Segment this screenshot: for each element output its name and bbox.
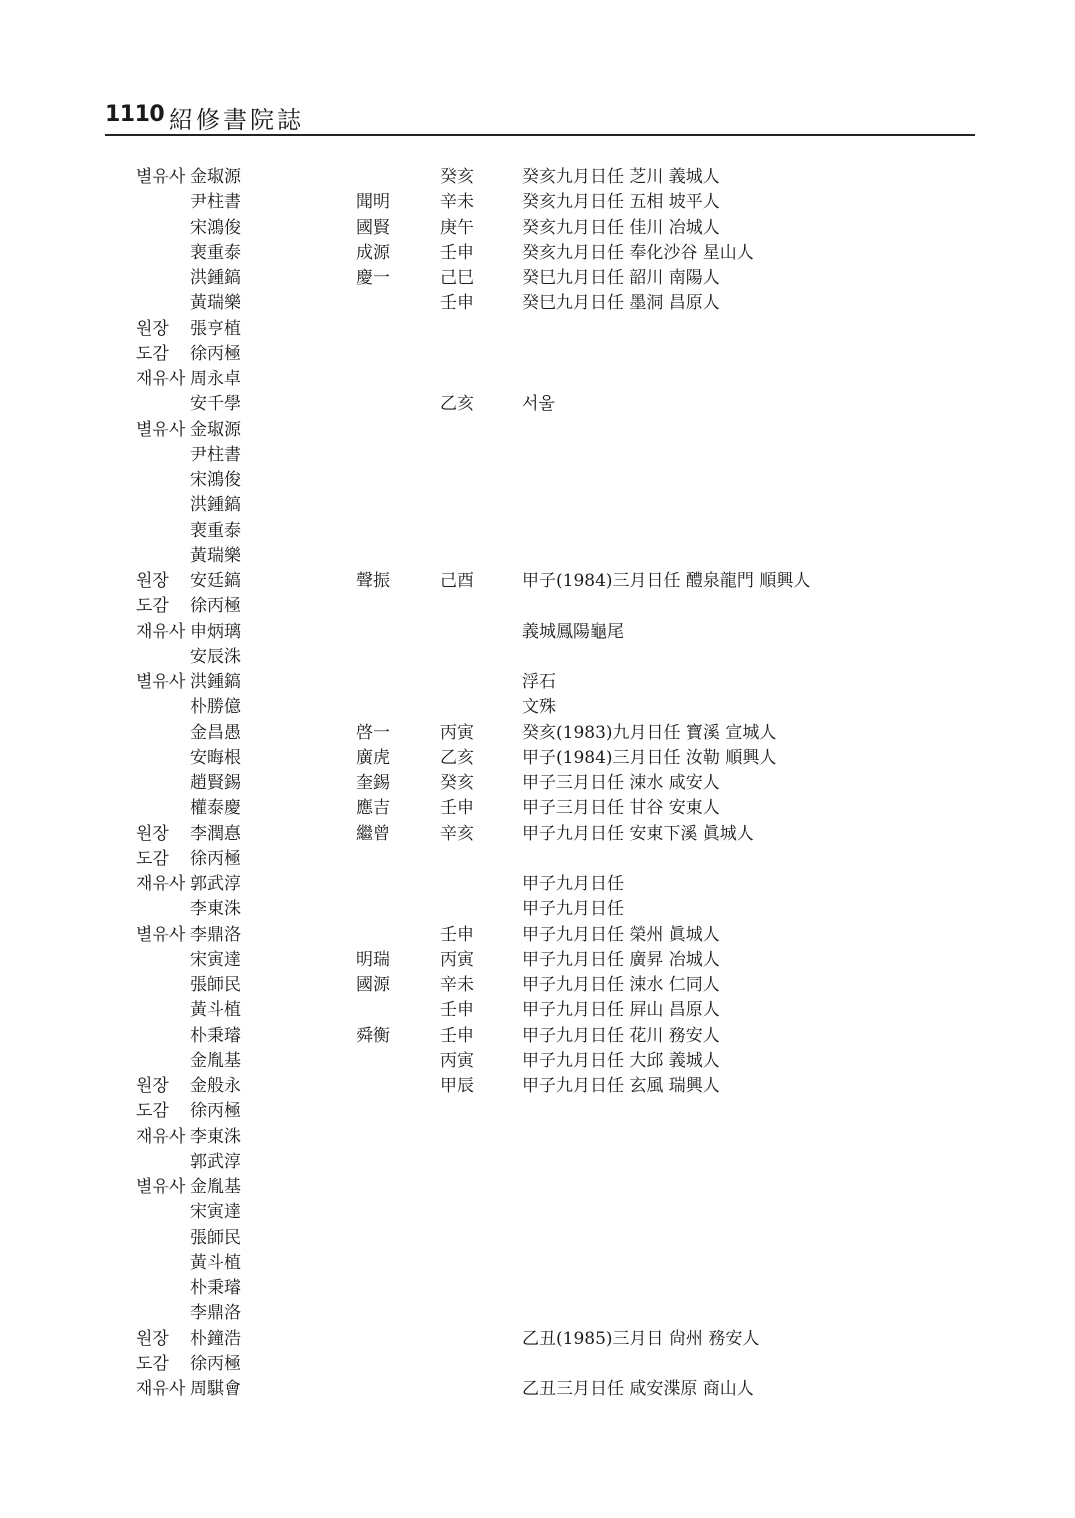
row-note: 文殊	[522, 697, 556, 718]
row-title: 별유사	[136, 167, 186, 187]
row-ganji: 己酉	[440, 571, 474, 591]
row-ganji: 癸亥	[440, 167, 474, 187]
row-ho: 奎錫	[356, 773, 390, 793]
row-name: 金昌愚	[190, 722, 241, 743]
roster-row	[0, 897, 1075, 922]
row-name: 裵重泰	[190, 520, 241, 541]
row-note: 甲子三月日任 甘谷 安東人	[522, 798, 720, 819]
row-ho: 舜衡	[356, 1025, 390, 1046]
roster-row	[0, 1377, 1075, 1402]
row-ganji: 壬申	[440, 293, 474, 314]
row-note: 甲子九月日任 花川 務安人	[522, 1025, 720, 1046]
row-name: 李鼎洛	[190, 924, 241, 945]
row-ganji: 己巳	[440, 268, 474, 288]
row-note: 乙丑三月日任 咸安渫原 商山人	[522, 1379, 754, 1399]
row-name: 徐丙極	[190, 596, 241, 617]
row-name: 趙賢錫	[190, 773, 241, 793]
row-ho: 繼曾	[356, 823, 390, 844]
roster-row	[0, 1301, 1075, 1326]
row-ganji: 癸亥	[440, 773, 474, 793]
roster-row	[0, 1049, 1075, 1074]
roster-row	[0, 493, 1075, 518]
roster-row	[0, 1099, 1075, 1124]
roster-row	[0, 519, 1075, 544]
row-name: 安千學	[190, 394, 241, 415]
row-note: 甲子三月日任 涑水 咸安人	[522, 773, 720, 793]
row-title: 도감	[136, 1353, 169, 1374]
row-note: 癸亥九月日任 佳川 冶城人	[522, 217, 720, 238]
row-ho: 聲振	[356, 571, 390, 591]
roster-row	[0, 291, 1075, 316]
row-title: 별유사	[136, 419, 186, 440]
page-header	[105, 100, 975, 136]
roster-row	[0, 1352, 1075, 1377]
row-title: 별유사	[136, 1177, 186, 1197]
row-ho: 啓一	[356, 722, 390, 743]
row-ganji: 壬申	[440, 924, 474, 945]
roster-row	[0, 973, 1075, 998]
row-title: 원장	[136, 1076, 169, 1096]
row-note: 甲子(1984)三月日任 汝勒 順興人	[522, 747, 777, 768]
row-name: 金琡源	[190, 419, 241, 440]
row-name: 徐丙極	[190, 848, 241, 869]
row-ganji: 甲辰	[440, 1076, 474, 1096]
roster-row	[0, 1200, 1075, 1225]
row-note: 癸亥九月日任 五相 坡平人	[522, 192, 720, 213]
page-number: 1110	[105, 102, 165, 127]
row-note: 癸巳九月日任 墨洞 昌原人	[522, 293, 720, 314]
row-ho: 應吉	[356, 798, 390, 819]
row-title: 재유사	[136, 369, 186, 389]
roster-row	[0, 1024, 1075, 1049]
roster-row	[0, 1327, 1075, 1352]
row-title: 원장	[136, 823, 169, 844]
row-note: 甲子九月日任 大邱 義城人	[522, 1050, 720, 1071]
row-name: 徐丙極	[190, 343, 241, 364]
roster-row	[0, 948, 1075, 973]
row-ganji: 丙寅	[440, 1050, 474, 1071]
row-name: 朴勝億	[190, 697, 241, 718]
row-name: 金琡源	[190, 167, 241, 187]
row-ganji: 壬申	[440, 798, 474, 819]
row-ho: 國源	[356, 975, 390, 995]
row-name: 徐丙極	[190, 1101, 241, 1122]
roster-row	[0, 1150, 1075, 1175]
roster-row	[0, 544, 1075, 569]
roster-row	[0, 468, 1075, 493]
roster-row	[0, 418, 1075, 443]
roster-row	[0, 872, 1075, 897]
row-ganji: 乙亥	[440, 747, 474, 768]
roster-row	[0, 620, 1075, 645]
row-note: 甲子九月日任 屛山 昌原人	[522, 1000, 720, 1021]
roster-row	[0, 165, 1075, 190]
row-name: 洪鍾鎬	[190, 672, 241, 692]
row-title: 원장	[136, 318, 169, 339]
row-name: 宋寅達	[190, 1202, 241, 1223]
row-name: 朴鐘浩	[190, 1328, 241, 1349]
row-note: 甲子九月日任 安東下溪 眞城人	[522, 823, 754, 844]
row-title: 도감	[136, 596, 169, 617]
roster-row	[0, 266, 1075, 291]
row-note: 癸亥(1983)九月日任 寶溪 宣城人	[522, 722, 777, 743]
row-name: 宋鴻俊	[190, 470, 241, 490]
row-name: 郭武淳	[190, 874, 241, 894]
roster-row	[0, 569, 1075, 594]
roster-row	[0, 1074, 1075, 1099]
row-name: 權泰慶	[190, 798, 241, 819]
roster-row	[0, 1276, 1075, 1301]
row-ganji: 庚午	[440, 217, 474, 238]
row-title: 도감	[136, 848, 169, 869]
row-note: 서울	[522, 394, 555, 415]
roster-row	[0, 594, 1075, 619]
roster-row	[0, 1226, 1075, 1251]
row-title: 재유사	[136, 1126, 186, 1147]
row-ho: 國賢	[356, 217, 390, 238]
row-name: 安廷鎬	[190, 571, 241, 591]
roster-row	[0, 796, 1075, 821]
roster-row	[0, 367, 1075, 392]
roster-row	[0, 645, 1075, 670]
row-note: 甲子九月日任 榮州 眞城人	[522, 924, 720, 945]
row-ho: 成源	[356, 242, 390, 263]
row-title: 재유사	[136, 1379, 186, 1399]
row-name: 申炳璃	[190, 621, 241, 642]
row-name: 徐丙極	[190, 1353, 241, 1374]
row-ganji: 辛亥	[440, 823, 474, 844]
roster-row	[0, 721, 1075, 746]
roster-row	[0, 1175, 1075, 1200]
row-ganji: 丙寅	[440, 722, 474, 743]
row-note: 甲子九月日任 廣昇 冶城人	[522, 949, 720, 970]
row-name: 安晦根	[190, 747, 241, 768]
roster-row	[0, 923, 1075, 948]
roster-row	[0, 241, 1075, 266]
row-name: 郭武淳	[190, 1151, 241, 1172]
row-name: 周永卓	[190, 369, 241, 389]
row-title: 도감	[136, 1101, 169, 1122]
roster-row	[0, 695, 1075, 720]
row-ganji: 辛未	[440, 975, 474, 995]
roster-list	[0, 165, 1075, 1402]
row-name: 洪鍾鎬	[190, 268, 241, 288]
row-name: 裵重泰	[190, 242, 241, 263]
row-name: 尹柱書	[190, 444, 241, 465]
row-name: 金胤基	[190, 1177, 241, 1197]
roster-row	[0, 216, 1075, 241]
row-note: 甲子九月日任	[522, 874, 624, 894]
row-name: 尹柱書	[190, 192, 241, 213]
roster-row	[0, 190, 1075, 215]
row-title: 재유사	[136, 621, 186, 642]
row-ho: 慶一	[356, 268, 390, 288]
row-note: 癸亥九月日任 芝川 義城人	[522, 167, 720, 187]
roster-row	[0, 1125, 1075, 1150]
row-name: 金胤基	[190, 1050, 241, 1071]
roster-row	[0, 670, 1075, 695]
row-name: 李東洙	[190, 1126, 241, 1147]
row-ganji: 壬申	[440, 1000, 474, 1021]
row-name: 宋鴻俊	[190, 217, 241, 238]
roster-row	[0, 392, 1075, 417]
row-note: 甲子九月日任 玄風 瑞興人	[522, 1076, 720, 1096]
row-name: 張亨植	[190, 318, 241, 339]
row-ho: 廣虎	[356, 747, 390, 768]
row-title: 원장	[136, 571, 169, 591]
row-name: 張師民	[190, 975, 241, 995]
roster-row	[0, 746, 1075, 771]
row-name: 宋寅達	[190, 949, 241, 970]
row-ganji: 丙寅	[440, 949, 474, 970]
row-title: 원장	[136, 1328, 169, 1349]
row-name: 黃斗植	[190, 1000, 241, 1021]
row-ganji: 辛未	[440, 192, 474, 213]
row-name: 周騏會	[190, 1379, 241, 1399]
row-title: 도감	[136, 343, 169, 364]
row-name: 李鼎洛	[190, 1303, 241, 1324]
roster-row	[0, 342, 1075, 367]
row-name: 黃瑞樂	[190, 293, 241, 314]
roster-row	[0, 443, 1075, 468]
row-title: 재유사	[136, 874, 186, 894]
row-name: 朴秉璿	[190, 1025, 241, 1046]
row-note: 癸亥九月日任 奉化沙谷 星山人	[522, 242, 754, 263]
row-name: 黃瑞樂	[190, 545, 241, 566]
roster-row	[0, 1251, 1075, 1276]
row-name: 黃斗植	[190, 1252, 241, 1273]
row-name: 李東洙	[190, 899, 241, 920]
row-ganji: 乙亥	[440, 394, 474, 415]
book-title: 紹修書院誌	[169, 106, 304, 134]
row-name: 朴秉璿	[190, 1278, 241, 1298]
row-ho: 明瑞	[356, 949, 390, 970]
roster-row	[0, 822, 1075, 847]
row-note: 甲子九月日任 涑水 仁同人	[522, 975, 720, 995]
roster-row	[0, 998, 1075, 1023]
row-title: 별유사	[136, 924, 186, 945]
row-title: 별유사	[136, 672, 186, 692]
row-note: 浮石	[522, 672, 556, 692]
row-name: 金般永	[190, 1076, 241, 1096]
row-ganji: 壬申	[440, 1025, 474, 1046]
row-ganji: 壬申	[440, 242, 474, 263]
row-ho: 聞明	[356, 192, 390, 213]
roster-row	[0, 317, 1075, 342]
roster-row	[0, 771, 1075, 796]
row-note: 甲子九月日任	[522, 899, 624, 920]
row-note: 乙丑(1985)三月日 尙州 務安人	[522, 1328, 760, 1349]
roster-row	[0, 847, 1075, 872]
row-name: 李潤惪	[190, 823, 241, 844]
row-name: 張師民	[190, 1227, 241, 1248]
row-note: 義城鳳陽龜尾	[522, 621, 624, 642]
row-name: 安辰洙	[190, 646, 241, 667]
row-note: 甲子(1984)三月日任 醴泉龍門 順興人	[522, 571, 811, 591]
row-name: 洪鍾鎬	[190, 495, 241, 516]
row-note: 癸巳九月日任 韶川 南陽人	[522, 268, 720, 288]
